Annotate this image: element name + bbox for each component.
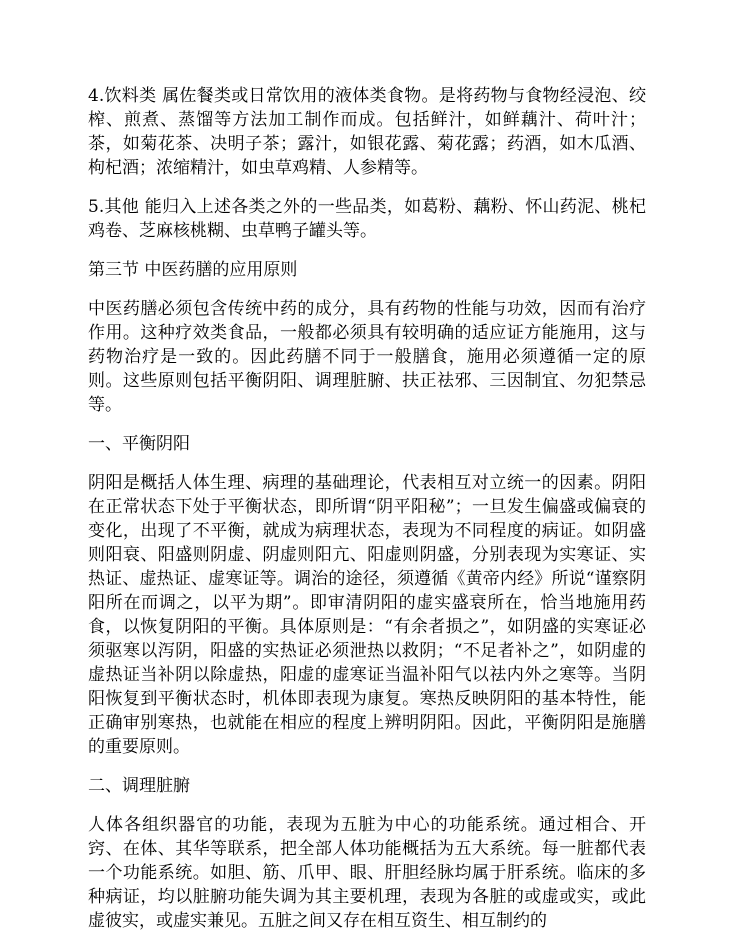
subheading-balance-yin-yang: 一、平衡阴阳 — [88, 434, 190, 454]
paragraph-intro: 中医药膳必须包含传统中药的成分，具有药物的性能与功效，因而有治疗作用。这种疗效类食品，一般都必须具有较明确的适应证方能施用，这与药物治疗是一致的。因此药膳不同于一般膳食，施用必须遵循一定的原则。这些原则包括平衡阴阳、调理脏腑、扶正祛邪、三因制宜、勿犯禁忌等。 — [88, 299, 646, 415]
paragraph-others: 5.其他 能归入上述各类之外的一些品类，如葛粉、藕粉、怀山药泥、桃杞鸡卷、芝麻核桃糊、虫草鸭子罐头等。 — [88, 197, 646, 241]
paragraph-organs: 人体各组织器官的功能，表现为五脏为中心的功能系统。通过相合、开窍、在体、其华等联系，把全部人体功能概括为五大系统。每一脏都代表一个功能系统。如胆、筋、爪甲、眼、肝胆经脉均属于肝系统。临床的多种病证，均以脏腑功能失调为其主要机理，表现为各脏的或虚或实，或此虚彼实，或虚实兼见。五脏之间又存在相互资生、相互制约的 — [88, 815, 646, 931]
paragraph-beverages: 4.饮料类 属佐餐类或日常饮用的液体类食物。是将药物与食物经浸泡、绞榨、煎煮、蒸馏等方法加工制作而成。包括鲜汁，如鲜藕汁、荷叶汁；茶，如菊花茶、决明子茶；露汁，如银花露、菊花露；药酒，如木瓜酒、枸杞酒；浓缩精汁，如虫草鸡精、人参精等。 — [88, 86, 646, 178]
section-heading: 第三节 中医药膳的应用原则 — [88, 260, 298, 280]
document-page — [88, 84, 646, 948]
subheading-regulate-organs: 二、调理脏腑 — [88, 776, 190, 796]
paragraph-yin-yang: 阴阳是概括人体生理、病理的基础理论，代表相互对立统一的因素。阴阳在正常状态下处于平衡状态，即所谓“阴平阳秘”；一旦发生偏盛或偏衰的变化，出现了不平衡，就成为病理状态，表现为不同程度的病证。如阴盛则阳衰、阳盛则阴虚、阴虚则阳亢、阳虚则阴盛，分别表现为实寒证、实热证、虚热证、虚寒证等。调治的途径，须遵循《黄帝内经》所说“谨察阴阳所在而调之，以平为期”。即审清阴阳的虚实盛衰所在，恰当地施用药食，以恢复阴阳的平衡。具体原则是：“有余者损之”，如阴盛的实寒证必须驱寒以泻阴，阳盛的实热证必须泄热以救阴；“不足者补之”，如阴虚的虚热证当补阴以除虚热，阳虚的虚寒证当温补阳气以祛内外之寒等。当阴阳恢复到平衡状态时，机体即表现为康复。寒热反映阴阳的基本特性，能正确审别寒热，也就能在相应的程度上辨明阴阳。因此，平衡阴阳是施膳的重要原则。 — [88, 473, 646, 757]
